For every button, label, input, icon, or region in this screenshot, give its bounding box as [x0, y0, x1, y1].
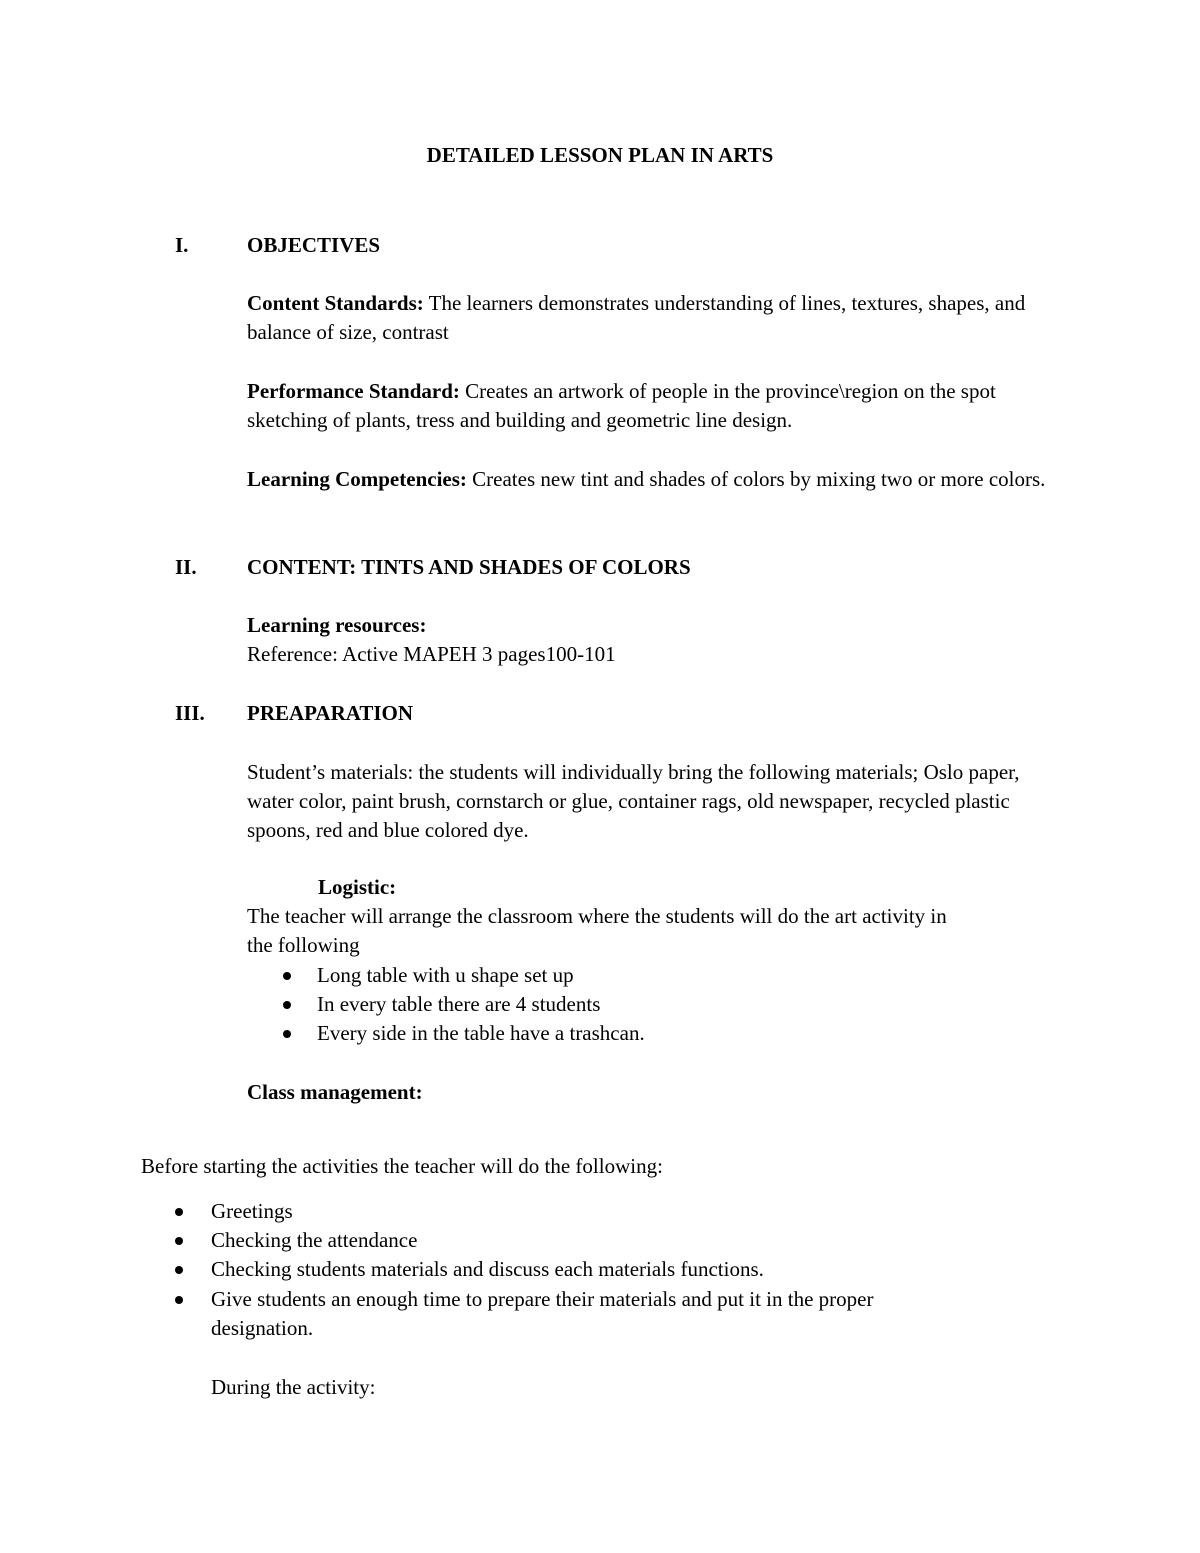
students-materials-paragraph: Student’s materials: the students will individually bring the following materials; Oslo paper, water color, paint brush, cornstarch or glue, container rags, old newspaper, recycled plastic spoons, red and blue colored dye. — [247, 760, 1020, 842]
document-title: DETAILED LESSON PLAN IN ARTS — [426, 143, 774, 167]
bullet-icon — [283, 1030, 291, 1038]
learning-competencies-paragraph — [247, 465, 1047, 494]
section-3-heading: PREAPARATION — [247, 701, 414, 725]
reference-text: Reference: Active MAPEH 3 pages100-101 — [247, 642, 616, 666]
bullet-icon — [283, 1001, 291, 1009]
content-standards-text: The learners demonstrates understanding of lines, textures, shapes, and balance of size, contrast — [247, 291, 1026, 344]
bullet-icon — [283, 972, 291, 980]
bullet-icon — [175, 1266, 183, 1274]
logistic-line-1: The teacher will arrange the classroom where the students will do the art activity in — [247, 904, 947, 928]
performance-standard-text: Creates an artwork of people in the province\region on the spot sketching of plants, tress and building and geometric line design. — [247, 379, 996, 432]
section-2-heading: CONTENT: TINTS AND SHADES OF COLORS — [247, 555, 691, 579]
class-management-label: Class management: — [247, 1080, 423, 1104]
content-standards-label: Content Standards: — [247, 291, 424, 315]
section-2-numeral: II. — [175, 555, 197, 579]
section-1-numeral: I. — [175, 233, 189, 257]
logistic-line-2: the following — [247, 933, 360, 957]
bullet-icon — [175, 1237, 183, 1245]
learning-competencies-label: Learning Competencies: — [247, 467, 467, 491]
bullet-icon — [175, 1208, 183, 1216]
performance-standard-label: Performance Standard: — [247, 379, 460, 403]
logistic-label: Logistic: — [318, 875, 397, 899]
learning-resources-label: Learning resources: — [247, 613, 427, 637]
performance-standard-paragraph — [247, 377, 1047, 435]
bullet-icon — [175, 1296, 183, 1304]
content-standards-paragraph — [247, 289, 1047, 347]
before-bullet-continuation: designation. — [211, 1316, 314, 1340]
during-activity-text: During the activity: — [211, 1375, 376, 1399]
before-intro: Before starting the activities the teacher will do the following: — [141, 1154, 663, 1178]
section-1-heading: OBJECTIVES — [247, 233, 381, 257]
section-3-numeral: III. — [175, 701, 205, 725]
learning-competencies-text: Creates new tint and shades of colors by mixing two or more colors. — [466, 467, 1046, 491]
